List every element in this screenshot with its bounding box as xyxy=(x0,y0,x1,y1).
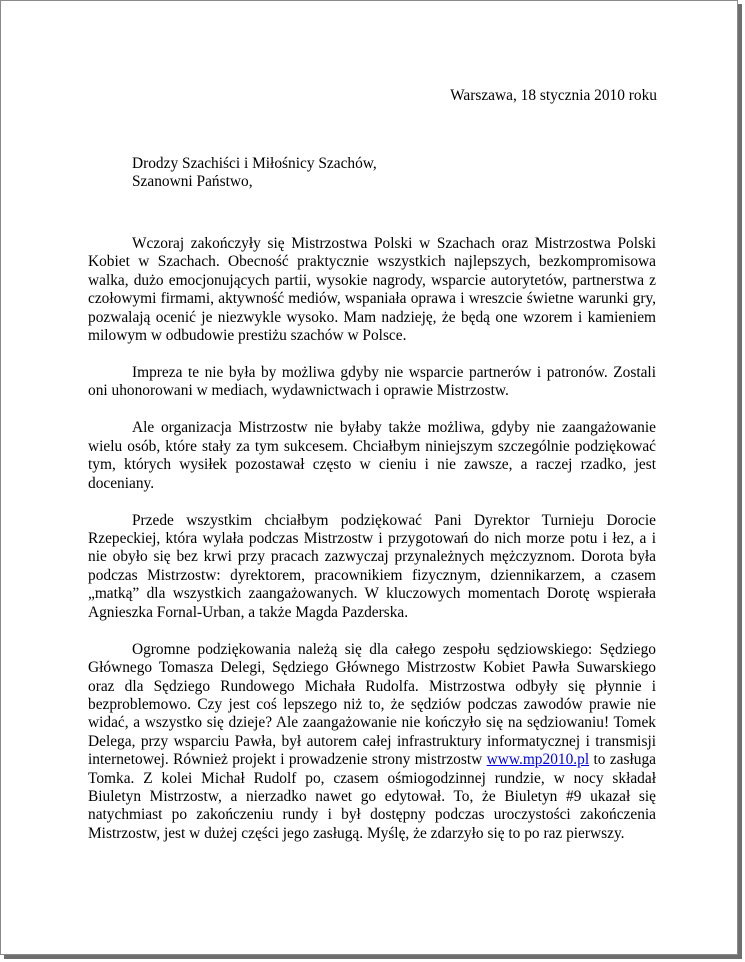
paragraph-1: Wczoraj zakończyły się Mistrzostwa Polski w Szachach oraz Mistrzostwa Polski Kobiet w Szachach. Obecność praktycznie wszystkich najlepszych, bezkompromisowa walka, dużo emocjonujących partii, wysokie nagrody, wsparcie autorytetów, partnerstwa z czołowymi firmami, aktywność mediów, wspaniała oprawa i wreszcie świetne warunki gry, pozwalają ocenić je niezwykle wysoko. Mam nadzieję, że będą one wzorem i kamieniem milowym w odbudowie prestiżu szachów w Polsce. xyxy=(88,235,656,345)
salutation xyxy=(132,155,377,192)
letter-date: Warszawa, 18 stycznia 2010 roku xyxy=(450,87,657,104)
paragraph-5-text-end: to zasługa Tomka. Z kolei Michał Rudolf po, czasem ośmiogodzinnej rundzie, w nocy składał Biuletyn Mistrzostw, a nierzadko nawet go edytował. To, że Biuletyn #9 ukazał się natychmiast po zakończeniu rundy i był dostępny podczas uroczystości zakończenia Mistrzostw, jest w dużej części jego zasługą. Myślę, że zdarzyło się to po raz pierwszy. xyxy=(88,751,656,842)
paragraph-2: Impreza te nie była by możliwa gdyby nie wsparcie partnerów i patronów. Zostali oni uhonorowani w mediach, wydawnictwach i oprawie Mistrzostw. xyxy=(88,364,656,400)
website-link[interactable]: www.mp2010.pl xyxy=(486,751,590,769)
paragraph-3: Ale organizacja Mistrzostw nie byłaby także możliwa, gdyby nie zaangażowanie wielu osób, które stały za tym sukcesem. Chciałbym niniejszym szczególnie podziękować tym, których wysiłek pozostawał często w cieniu i nie zawsze, a raczej rzadko, jest doceniany. xyxy=(88,419,656,492)
paragraph-5-text-start: Ogromne podziękowania należą się dla całego zespołu sędziowskiego: Sędziego Głównego Tomasza Delegi, Sędziego Głównego Mistrzostw Kobiet Pawła Suwarskiego oraz dla Sędziego Rundowego Michała Rudolfa. Mistrzostwa odbyły się płynnie i bezproblemowo. Czy jest coś lepszego niż to, że sędziów podczas zawodów prawie nie widać, a wszystko się dzieje? Ale zaangażowanie nie kończyło się na sędziowaniu! Tomek Delega, przy wsparciu Pawła, był autorem całej infrastruktury informatycznej i transmisji internetowej. Również projekt i prowadzenie strony mistrzostw xyxy=(88,640,656,769)
letter-body xyxy=(88,235,656,862)
salutation-line-2: Szanowni Państwo, xyxy=(132,173,253,191)
salutation-line-1: Drodzy Szachiści i Miłośnicy Szachów, xyxy=(132,155,377,172)
paragraph-5 xyxy=(88,641,656,843)
paragraph-4: Przede wszystkim chciałbym podziękować Pani Dyrektor Turnieju Dorocie Rzepeckiej, która wylała podczas Mistrzostw i przygotowań do nich morze potu i łez, a i nie obyło się bez krwi przy pracach zazwyczaj przynależnych mężczyznom. Dorota była podczas Mistrzostw: dyrektorem, pracownikiem fizycznym, dziennikarzem, a czasem „matką” dla wszystkich zaangażowanych. W kluczowych momentach Dorotę wspierała Agnieszka Fornal-Urban, a także Magda Pazderska. xyxy=(88,511,656,621)
